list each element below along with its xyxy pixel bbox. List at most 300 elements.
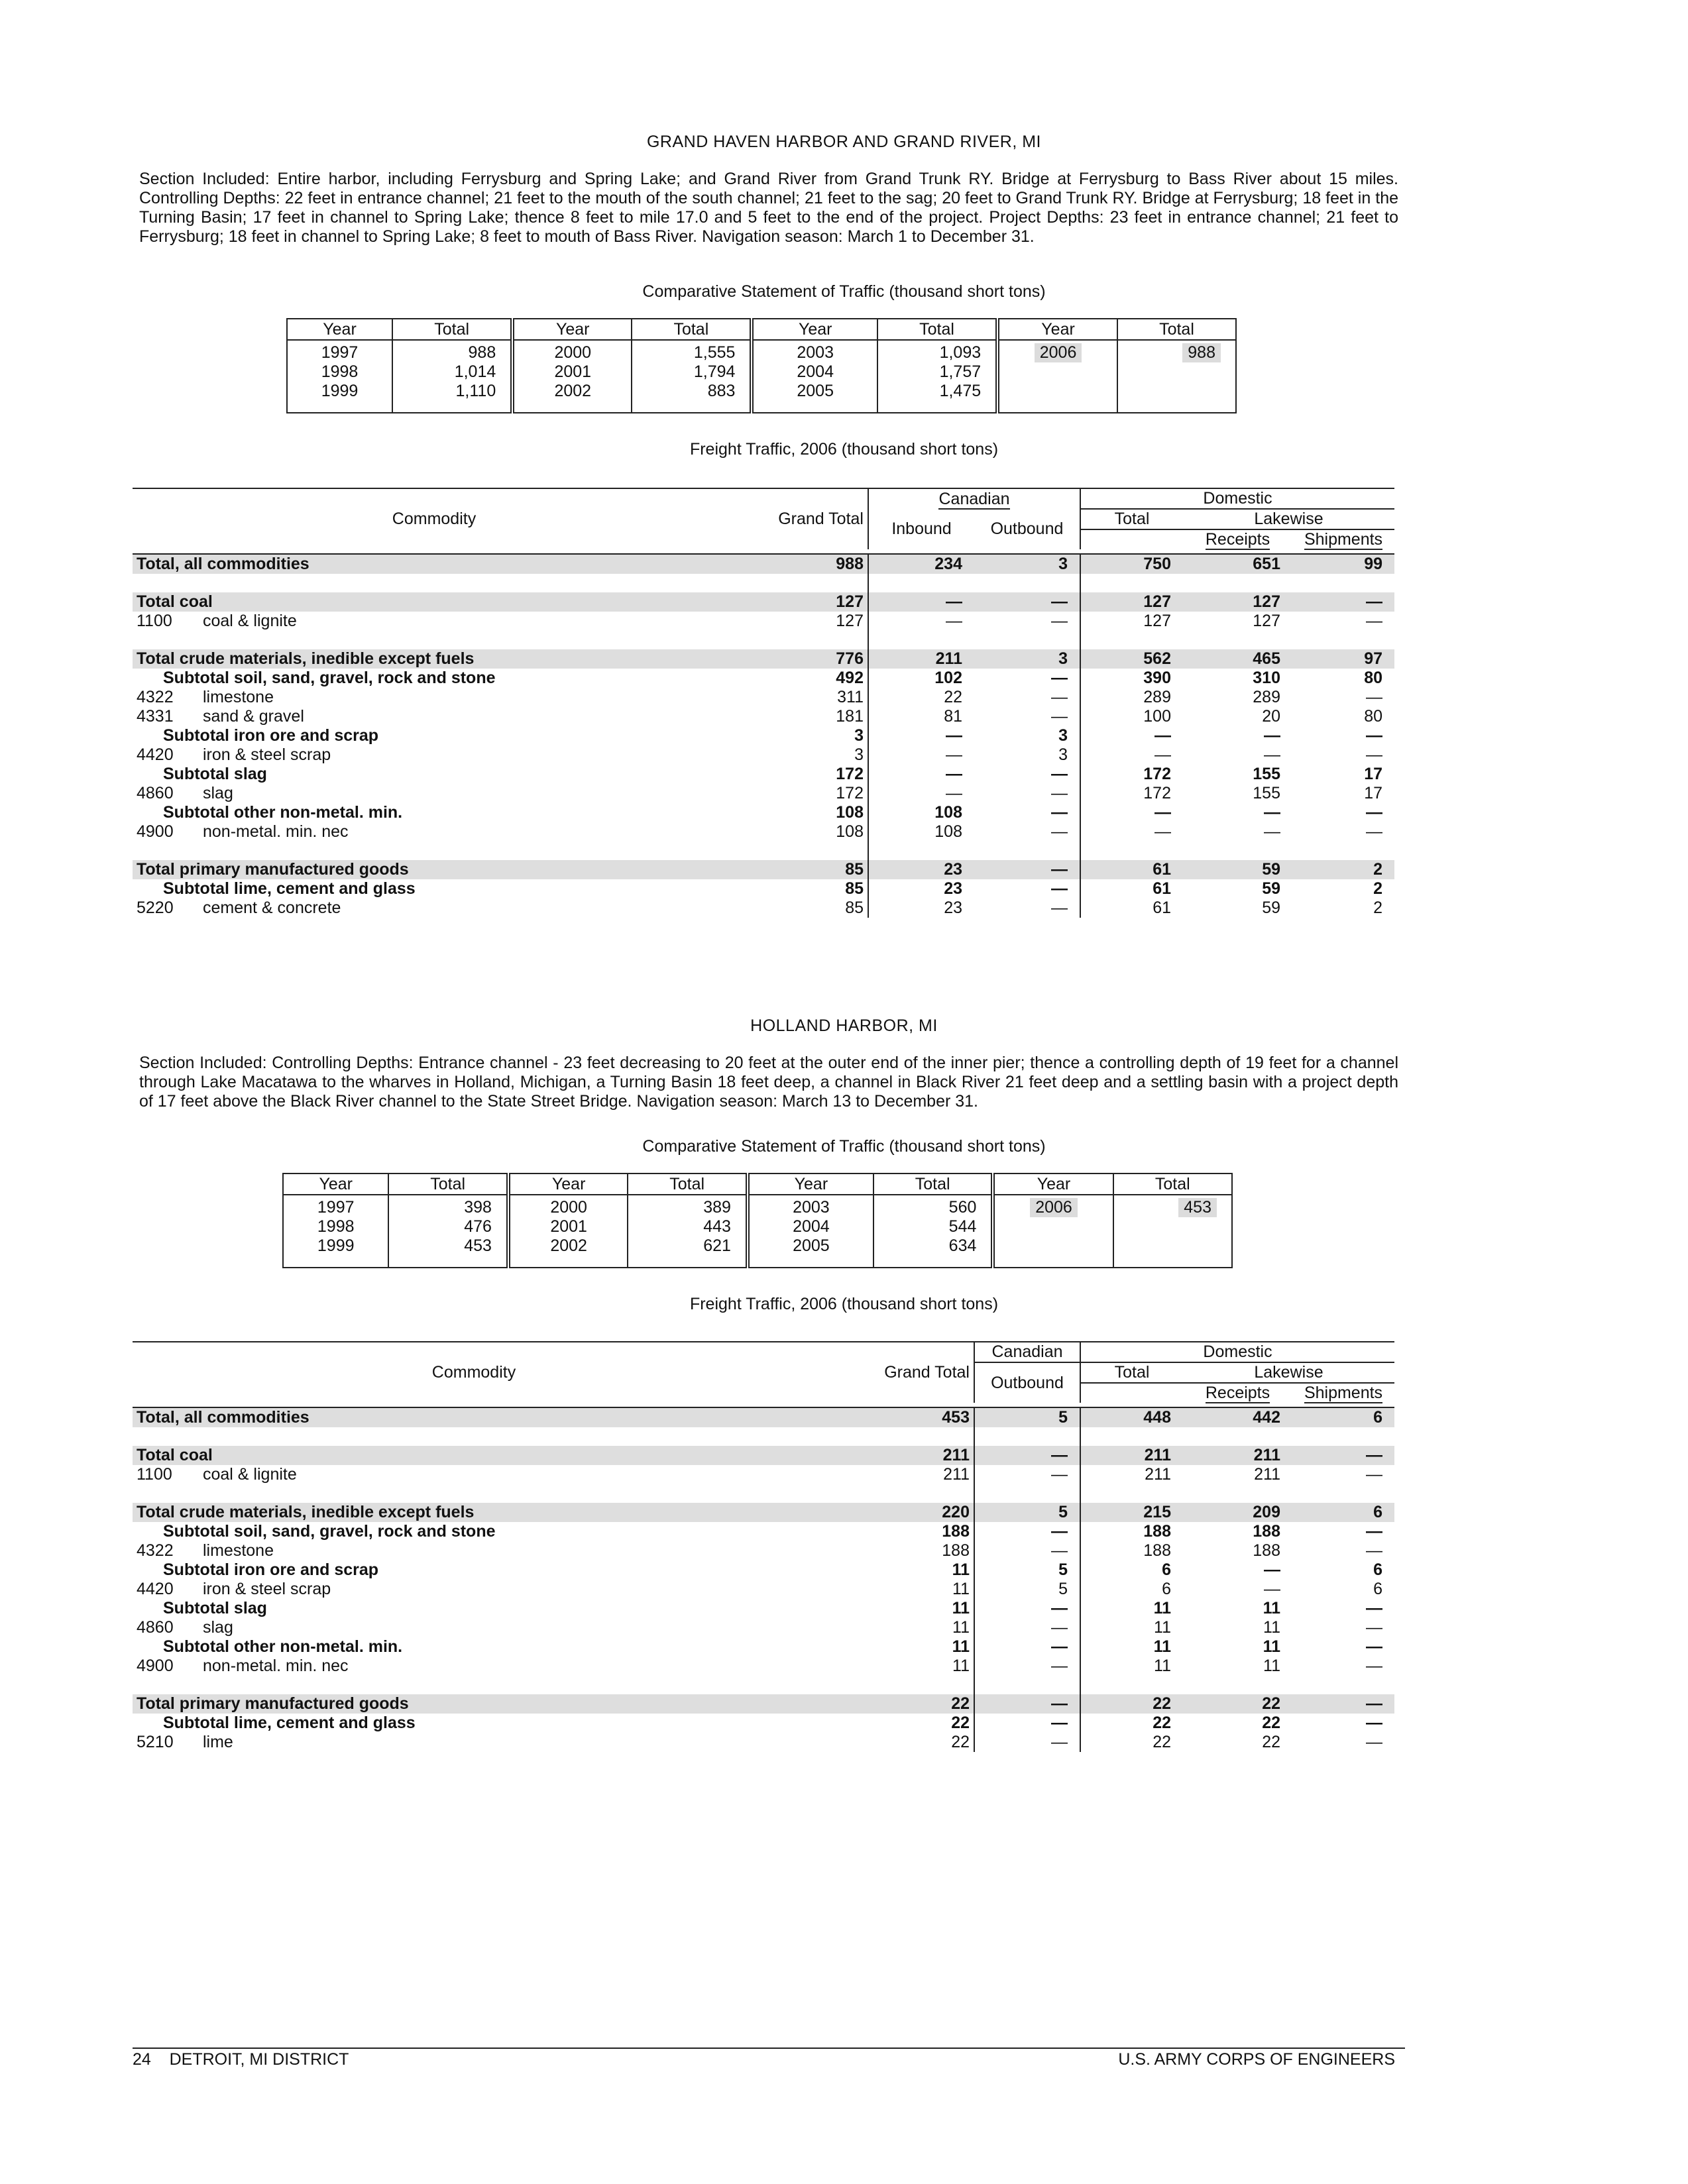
years-col [997, 340, 1117, 413]
grand-total-cell: 85 [736, 860, 868, 879]
commodity-name: iron & steel scrap [203, 1580, 331, 1598]
commodity-cell [133, 745, 736, 765]
rec-cell: 22 [1183, 1694, 1292, 1714]
out-cell: — [1051, 803, 1068, 822]
commodity-code: 4900 [137, 822, 174, 841]
commodity-cell [133, 1618, 815, 1637]
commodity-cell [133, 612, 736, 631]
out-cell: — [974, 1694, 1080, 1714]
commodity-name: Total crude materials, inedible except fuels [137, 649, 475, 668]
outbound-header: Outbound [974, 1362, 1080, 1403]
shp-cell: 2 [1373, 899, 1382, 917]
rec-cell: 59 [1262, 879, 1280, 898]
shp-cell: — [1366, 688, 1382, 706]
current-total: 453 [1178, 1198, 1217, 1217]
in-cell: 22 [868, 688, 974, 707]
commodity-cell [133, 1541, 815, 1560]
grand-total-cell: 22 [951, 1733, 970, 1751]
grand-total-cell: 11 [952, 1560, 970, 1579]
out-cell: 3 [974, 649, 1080, 669]
in-cell: 81 [868, 707, 974, 726]
subtotal-row [133, 803, 1394, 822]
grand-total-cell: 11 [952, 1580, 970, 1598]
commodity-name: Subtotal iron ore and scrap [163, 726, 379, 745]
dt-cell: 127 [1080, 612, 1183, 631]
rec-cell: — [1264, 1580, 1280, 1598]
dt-cell: 11 [1080, 1657, 1183, 1676]
out-cell: — [1051, 784, 1068, 802]
grand-total-cell: 3 [854, 726, 864, 745]
grand-total-cell: 11 [952, 1657, 970, 1675]
domestic-total-header: Total [1080, 1362, 1183, 1383]
total-row [133, 1503, 1394, 1522]
commodity-row [133, 612, 1394, 631]
commodity-name: coal & lignite [203, 612, 297, 630]
years-col: 1997 1998 1999 [283, 1195, 388, 1268]
commodity-name: slag [203, 1618, 233, 1637]
commodity-name: slag [203, 784, 233, 802]
shp-cell: — [1366, 1657, 1382, 1675]
commodity-row [133, 1580, 1394, 1599]
rec-cell: — [1264, 745, 1280, 764]
dt-cell: 215 [1080, 1503, 1183, 1522]
rec-cell: 59 [1183, 860, 1292, 879]
footer-page-district: 24 DETROIT, MI DISTRICT [133, 2050, 349, 2069]
commodity-code: 1100 [137, 612, 172, 630]
dt-cell: 172 [1080, 784, 1183, 803]
total-header: Total [873, 1174, 993, 1195]
commodity-row [133, 1541, 1394, 1560]
grand-total-cell: 453 [815, 1407, 974, 1427]
commodity-code: 4331 [137, 707, 174, 726]
rec-cell: 310 [1253, 669, 1280, 687]
commodity-name: Subtotal lime, cement and glass [163, 879, 416, 898]
commodity-name: Total, all commodities [137, 555, 309, 573]
rec-cell: — [1264, 1560, 1280, 1579]
total-header: Total [1113, 1174, 1232, 1195]
shipments-header: Shipments [1304, 530, 1383, 549]
years-col [993, 1195, 1113, 1268]
shp-cell: — [1366, 1541, 1382, 1560]
commodity-cell [133, 688, 736, 707]
rec-cell: 211 [1254, 1465, 1280, 1484]
rec-cell: 209 [1183, 1503, 1292, 1522]
lakewise-header: Lakewise [1183, 1362, 1394, 1383]
total-row [133, 1446, 1394, 1465]
grand-total-header: Grand Total [815, 1342, 974, 1403]
rec-cell: 11 [1263, 1618, 1280, 1637]
holland-comp-caption: Comparative Statement of Traffic (thousand short tons) [642, 1137, 1046, 1156]
commodity-cell [133, 1560, 815, 1580]
years-col: 2003 2004 2005 [748, 1195, 873, 1268]
dt-cell: 188 [1080, 1522, 1183, 1541]
dt-cell: 390 [1080, 669, 1183, 688]
rec-cell: 155 [1253, 784, 1280, 802]
commodity-name: iron & steel scrap [203, 745, 331, 764]
out-cell: — [974, 1733, 1080, 1752]
total-header: Total [628, 1174, 748, 1195]
commodity-name: non-metal. min. nec [203, 822, 349, 841]
in-cell: — [868, 726, 974, 745]
rec-cell: 20 [1262, 707, 1280, 726]
grand-total-cell: 11 [952, 1618, 970, 1637]
grand-total-cell: 22 [951, 1714, 970, 1732]
subtotal-row [133, 1714, 1394, 1733]
commodity-row [133, 822, 1394, 842]
commodity-name: coal & lignite [203, 1465, 297, 1484]
commodity-row [133, 1465, 1394, 1484]
dt-cell: 61 [1080, 860, 1183, 879]
grand-total-cell: 988 [736, 554, 868, 574]
commodity-name: non-metal. min. nec [203, 1657, 349, 1675]
shp-cell: — [1366, 612, 1382, 630]
commodity-cell [133, 1733, 815, 1752]
holland-freight-caption: Freight Traffic, 2006 (thousand short tons) [689, 1295, 999, 1313]
holland-section-text: Section Included: Controlling Depths: Entrance channel - 23 feet decreasing to 20 feet at the outer end of the inner pier; thence a controlling depth of 19 feet for a channel through Lake Macatawa to the wharves in Holland, Michigan, a Turning Basin 18 feet deep, a channel in Black River 21 feet deep and a settling basin with a project depth of 17 feet above the Black River channel to the State Street Bridge. Navigation season: March 13 to December 31. [139, 1054, 1398, 1111]
shp-cell: — [1366, 803, 1382, 822]
commodity-row [133, 688, 1394, 707]
shipments-header: Shipments [1304, 1384, 1383, 1402]
year-header: Year [997, 319, 1117, 340]
lakewise-header: Lakewise [1183, 509, 1394, 529]
in-cell: — [868, 745, 974, 765]
totals-col: 988 1,014 1,110 [392, 340, 512, 413]
current-year: 2006 [1035, 343, 1082, 362]
commodity-name: lime [203, 1733, 233, 1751]
dt-cell: 22 [1080, 1714, 1183, 1733]
out-cell: — [1051, 707, 1068, 726]
commodity-row [133, 1733, 1394, 1752]
out-cell: — [1051, 688, 1068, 706]
commodity-code: 5210 [137, 1733, 174, 1751]
commodity-row [133, 899, 1394, 918]
totals-col [1117, 340, 1236, 413]
out-cell: — [974, 1618, 1080, 1637]
commodity-cell [133, 803, 736, 822]
grand-total-cell: 220 [815, 1503, 974, 1522]
subtotal-row [133, 726, 1394, 745]
out-cell: — [974, 1714, 1080, 1733]
rec-cell: 22 [1262, 1733, 1280, 1751]
rec-cell: 22 [1262, 1714, 1280, 1732]
shp-cell: 6 [1292, 1503, 1394, 1522]
shp-cell: — [1366, 1599, 1382, 1617]
out-cell: 5 [974, 1580, 1080, 1599]
grand-total-cell: 188 [942, 1522, 970, 1541]
rec-cell: 442 [1183, 1407, 1292, 1427]
receipts-header: Receipts [1205, 1384, 1270, 1402]
shp-cell: 80 [1364, 707, 1382, 726]
grand-total-cell: 311 [837, 688, 864, 706]
shp-cell: — [1366, 1733, 1382, 1751]
dt-cell: 6 [1080, 1580, 1183, 1599]
grand-total-cell: 108 [836, 822, 864, 841]
commodity-name: sand & gravel [203, 707, 304, 726]
rec-cell: 211 [1183, 1446, 1292, 1465]
commodity-row [133, 1657, 1394, 1676]
commodity-header: Commodity [133, 1342, 815, 1403]
in-cell: 23 [868, 899, 974, 918]
in-cell: — [868, 765, 974, 784]
grand-haven-comp-caption: Comparative Statement of Traffic (thousand short tons) [642, 282, 1046, 301]
grand-total-cell: 127 [836, 612, 864, 630]
rec-cell: — [1264, 726, 1280, 745]
dt-cell: 211 [1080, 1446, 1183, 1465]
commodity-cell [133, 1522, 815, 1541]
dt-cell: 61 [1080, 899, 1183, 918]
dt-cell: 562 [1080, 649, 1183, 669]
commodity-code: 4860 [137, 1618, 174, 1637]
grand-total-cell: 11 [952, 1637, 970, 1656]
subtotal-row [133, 1522, 1394, 1541]
grand-haven-section-text: Section Included: Entire harbor, including Ferrysburg and Spring Lake; and Grand River from Grand Trunk RY. Bridge at Ferrysburg to Bass River about 15 miles. Controlling Depths: 22 feet in entrance channel; 21 feet to the mouth of the south channel; 21 feet to the sag; 20 feet to Grand Trunk RY. Bridge at Ferrysburg; 18 feet in the Turning Basin; 17 feet in channel to Spring Lake; thence 8 feet to mile 17.0 and 5 feet to the end of the project. Project Depths: 23 feet in entrance channel; 21 feet to Ferrysburg; 18 feet in channel to Spring Lake; 8 feet to mouth of Bass River. Navigation season: March 1 to December 31. [139, 170, 1398, 246]
rec-cell: 188 [1253, 1522, 1280, 1541]
current-total: 988 [1182, 343, 1221, 362]
out-cell: — [974, 1446, 1080, 1465]
commodity-name: Total primary manufactured goods [137, 1694, 409, 1713]
commodity-name: Total coal [137, 1446, 213, 1464]
years-col: 2000 2001 2002 [508, 1195, 628, 1268]
dt-cell: 11 [1080, 1618, 1183, 1637]
out-cell: — [974, 1522, 1080, 1541]
grand-haven-freight-table [133, 488, 1394, 918]
shp-cell: 17 [1364, 784, 1382, 802]
dt-cell: — [1080, 745, 1183, 765]
shp-cell: — [1366, 726, 1382, 745]
shp-cell: 6 [1373, 1580, 1382, 1598]
commodity-name: Total, all commodities [137, 1408, 309, 1427]
out-cell: — [1051, 822, 1068, 841]
commodity-name: cement & concrete [203, 899, 341, 917]
total-row [133, 1407, 1394, 1427]
commodity-row [133, 745, 1394, 765]
commodity-name: Total coal [137, 592, 213, 611]
commodity-cell [133, 649, 736, 669]
commodity-name: Subtotal lime, cement and glass [163, 1714, 416, 1732]
grand-total-cell: 181 [836, 707, 864, 726]
commodity-name: limestone [203, 688, 274, 706]
commodity-name: Subtotal other non-metal. min. [163, 1637, 403, 1656]
current-year: 2006 [1030, 1198, 1078, 1217]
shp-cell: 99 [1292, 554, 1394, 574]
out-cell: — [1051, 765, 1068, 783]
year-header: Year [508, 1174, 628, 1195]
shp-cell: 97 [1292, 649, 1394, 669]
dt-cell: 6 [1080, 1560, 1183, 1580]
rec-cell: 59 [1262, 899, 1280, 917]
total-row [133, 1694, 1394, 1714]
shp-cell: — [1292, 1694, 1394, 1714]
in-cell: 108 [868, 822, 974, 842]
shp-cell: 6 [1373, 1560, 1382, 1579]
grand-total-cell: 211 [815, 1446, 974, 1465]
commodity-cell [133, 1637, 815, 1657]
year-header: Year [752, 319, 877, 340]
shp-cell: — [1366, 1465, 1382, 1484]
out-cell: — [1051, 899, 1068, 917]
rec-cell: — [1264, 803, 1280, 822]
shp-cell: 17 [1364, 765, 1382, 783]
receipts-header: Receipts [1205, 530, 1270, 549]
total-header: Total [877, 319, 997, 340]
subtotal-row [133, 1637, 1394, 1657]
dt-cell: 100 [1080, 707, 1183, 726]
commodity-cell [133, 899, 736, 918]
totals-col: 1,555 1,794 883 [632, 340, 752, 413]
commodity-cell [133, 1714, 815, 1733]
commodity-code: 4322 [137, 688, 174, 706]
dt-cell: 448 [1080, 1407, 1183, 1427]
commodity-name: Subtotal slag [163, 765, 267, 783]
commodity-name: limestone [203, 1541, 274, 1560]
year-header: Year [748, 1174, 873, 1195]
commodity-name: Subtotal iron ore and scrap [163, 1560, 379, 1579]
commodity-code: 4900 [137, 1657, 174, 1675]
holland-comparative-table [282, 1173, 1233, 1268]
domestic-header: Domestic [1080, 488, 1394, 509]
commodity-code: 4322 [137, 1541, 174, 1560]
commodity-cell [133, 726, 736, 745]
grand-total-cell: 776 [736, 649, 868, 669]
footer-agency: U.S. ARMY CORPS OF ENGINEERS [1118, 2050, 1395, 2069]
out-cell: 3 [1058, 726, 1068, 745]
in-cell: 108 [868, 803, 974, 822]
in-cell: — [868, 592, 974, 612]
commodity-code: 5220 [137, 899, 174, 917]
grand-haven-comparative-table [286, 318, 1237, 413]
commodity-code: 4420 [137, 1580, 174, 1598]
rec-cell: 11 [1263, 1599, 1280, 1617]
grand-total-cell: 22 [815, 1694, 974, 1714]
commodity-cell [133, 1407, 815, 1427]
shp-cell: — [1292, 592, 1394, 612]
out-cell: — [1051, 879, 1068, 898]
out-cell: — [974, 592, 1080, 612]
commodity-cell [133, 879, 736, 899]
commodity-cell [133, 1465, 815, 1484]
in-cell: — [868, 612, 974, 631]
commodity-cell [133, 1446, 815, 1465]
commodity-name: Subtotal soil, sand, gravel, rock and stone [163, 669, 496, 687]
out-cell: — [1051, 612, 1068, 630]
year-header: Year [512, 319, 632, 340]
commodity-cell [133, 554, 736, 574]
out-cell: — [974, 1465, 1080, 1484]
year-header: Year [283, 1174, 388, 1195]
shp-cell: — [1366, 1618, 1382, 1637]
dt-cell: 22 [1080, 1733, 1183, 1752]
dt-cell: 211 [1080, 1465, 1183, 1484]
in-cell: 211 [868, 649, 974, 669]
rec-cell: 11 [1263, 1657, 1280, 1675]
dt-cell: 188 [1080, 1541, 1183, 1560]
rec-cell: 289 [1253, 688, 1280, 706]
rec-cell: 465 [1183, 649, 1292, 669]
shp-cell: 2 [1292, 860, 1394, 879]
out-cell: 3 [974, 554, 1080, 574]
commodity-cell [133, 1503, 815, 1522]
rec-cell: 651 [1183, 554, 1292, 574]
out-cell: 5 [974, 1503, 1080, 1522]
out-cell: — [974, 1599, 1080, 1618]
commodity-code: 1100 [137, 1465, 172, 1484]
commodity-cell [133, 1657, 815, 1676]
dt-cell: — [1080, 803, 1183, 822]
dt-cell: 172 [1080, 765, 1183, 784]
grand-total-cell: 85 [845, 879, 864, 898]
in-cell: 234 [868, 554, 974, 574]
shp-cell: 80 [1364, 669, 1382, 687]
out-cell: — [974, 860, 1080, 879]
year-header: Year [287, 319, 392, 340]
out-cell: — [974, 1657, 1080, 1676]
commodity-code: 4420 [137, 745, 174, 764]
out-cell: 5 [974, 1407, 1080, 1427]
total-row [133, 592, 1394, 612]
grand-total-cell: 108 [836, 803, 864, 822]
years-col: 2003 2004 2005 [752, 340, 877, 413]
total-row [133, 554, 1394, 574]
totals-col: 398 476 453 [388, 1195, 508, 1268]
grand-total-cell: 492 [836, 669, 864, 687]
holland-freight-table [133, 1341, 1394, 1752]
commodity-cell [133, 1694, 815, 1714]
rec-cell: — [1264, 822, 1280, 841]
year-header: Year [993, 1174, 1113, 1195]
outbound-header: Outbound [990, 519, 1064, 538]
dt-cell: — [1080, 822, 1183, 842]
shp-cell: — [1366, 822, 1382, 841]
subtotal-row [133, 765, 1394, 784]
domestic-header: Domestic [1080, 1342, 1394, 1362]
years-col: 2000 2001 2002 [512, 340, 632, 413]
grand-total-cell: 172 [836, 765, 864, 783]
shp-cell: — [1366, 745, 1382, 764]
commodity-row [133, 707, 1394, 726]
shp-cell: — [1366, 1522, 1382, 1541]
shp-cell: — [1292, 1446, 1394, 1465]
commodity-cell [133, 822, 736, 842]
commodity-name: Subtotal other non-metal. min. [163, 803, 403, 822]
shp-cell: 6 [1292, 1407, 1394, 1427]
inbound-header: Inbound [868, 509, 974, 549]
shp-cell: — [1366, 1714, 1382, 1732]
canadian-header: Canadian [974, 1342, 1080, 1362]
rec-cell: 155 [1253, 765, 1280, 783]
subtotal-row [133, 669, 1394, 688]
dt-cell: 127 [1080, 592, 1183, 612]
out-cell: — [1051, 669, 1068, 687]
commodity-cell [133, 669, 736, 688]
out-cell: — [974, 1541, 1080, 1560]
canadian-header: Canadian [938, 489, 1010, 508]
grand-total-cell: 172 [836, 784, 864, 802]
commodity-cell [133, 1599, 815, 1618]
grand-total-cell: 85 [845, 899, 864, 917]
commodity-code: 4860 [137, 784, 174, 802]
dt-cell: 11 [1080, 1599, 1183, 1618]
out-cell: 5 [974, 1560, 1080, 1580]
rec-cell: 11 [1263, 1637, 1280, 1656]
totals-col [1113, 1195, 1232, 1268]
commodity-cell [133, 765, 736, 784]
total-header: Total [388, 1174, 508, 1195]
commodity-cell [133, 784, 736, 803]
out-cell: 3 [1058, 745, 1068, 764]
in-cell: 23 [868, 860, 974, 879]
years-col: 1997 1998 1999 [287, 340, 392, 413]
totals-col: 560 544 634 [873, 1195, 993, 1268]
